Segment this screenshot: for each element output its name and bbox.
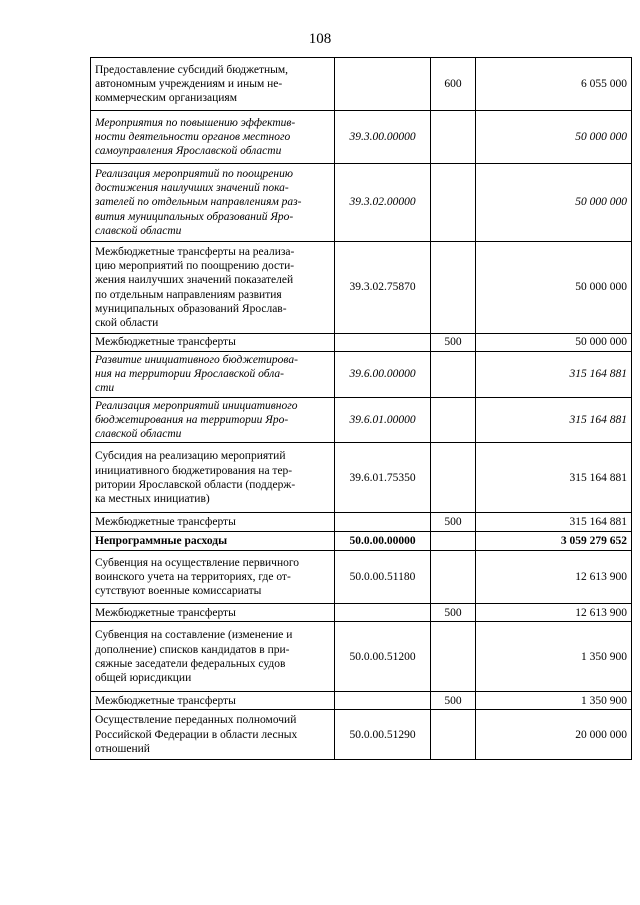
item-name-line: воинского учета на территориях, где от- <box>95 571 291 584</box>
item-name-cell <box>91 443 335 513</box>
expense-type-cell <box>431 532 476 551</box>
expense-type-cell: 500 <box>431 334 476 352</box>
target-code-cell: 39.6.00.00000 <box>335 352 431 398</box>
table-row <box>91 443 632 513</box>
expense-type-cell <box>431 242 476 334</box>
budget-table <box>90 57 632 760</box>
item-name-line: Межбюджетные трансферты на реализа- <box>95 245 295 258</box>
target-code-cell <box>335 58 431 111</box>
table-row <box>91 604 632 622</box>
amount-cell: 6 055 000 <box>476 58 632 111</box>
item-name-line: Российской Федерации в области лесных <box>95 728 298 741</box>
target-code-cell: 39.6.01.00000 <box>335 397 431 443</box>
expense-type-cell <box>431 710 476 760</box>
item-name-line: вития муниципальных образований Яро- <box>95 210 294 223</box>
amount-cell: 1 350 900 <box>476 622 632 692</box>
item-name-line: Непрограммные расходы <box>95 535 228 548</box>
expense-type-cell <box>431 164 476 242</box>
item-name-line: ности деятельности органов местного <box>95 130 291 143</box>
table-row <box>91 164 632 242</box>
table-row <box>91 710 632 760</box>
amount-cell: 1 350 900 <box>476 692 632 710</box>
item-name-line: жения наилучших значений показателей <box>95 274 294 287</box>
item-name-cell <box>91 111 335 164</box>
expense-type-cell: 500 <box>431 692 476 710</box>
table-row <box>91 58 632 111</box>
item-name-cell <box>91 622 335 692</box>
item-name-cell <box>91 58 335 111</box>
amount-cell: 50 000 000 <box>476 164 632 242</box>
item-name-cell <box>91 532 335 551</box>
item-name-line: Предоставление субсидий бюджетным, <box>95 63 289 76</box>
item-name-line: Развитие инициативного бюджетирова- <box>95 354 298 366</box>
item-name-line: ской области <box>95 316 159 329</box>
amount-cell: 315 164 881 <box>476 397 632 443</box>
amount-cell: 20 000 000 <box>476 710 632 760</box>
target-code-cell: 39.3.00.00000 <box>335 111 431 164</box>
item-name-line: Субсидия на реализацию мероприятий <box>95 450 286 463</box>
item-name-line: муниципальных образований Ярослав- <box>95 302 287 315</box>
expense-type-cell <box>431 622 476 692</box>
item-name-cell <box>91 692 335 710</box>
item-name-cell <box>91 604 335 622</box>
item-name-line: Осуществление переданных полномочий <box>95 714 297 727</box>
budget-table-body <box>91 58 632 760</box>
page-number: 108 <box>308 31 332 47</box>
item-name-cell <box>91 352 335 398</box>
target-code-cell: 50.0.00.00000 <box>335 532 431 551</box>
table-row <box>91 622 632 692</box>
amount-cell: 50 000 000 <box>476 334 632 352</box>
item-name-line: зателей по отдельным направлениям раз- <box>95 196 302 209</box>
target-code-cell <box>335 692 431 710</box>
target-code-cell: 39.3.02.00000 <box>335 164 431 242</box>
item-name-line: Межбюджетные трансферты <box>95 606 236 619</box>
item-name-line: достижения наилучших значений пока- <box>95 182 289 195</box>
amount-cell: 50 000 000 <box>476 242 632 334</box>
table-row <box>91 692 632 710</box>
item-name-line: самоуправления Ярославской области <box>95 145 282 158</box>
item-name-line: ния на территории Ярославской обла- <box>95 368 285 381</box>
item-name-line: отношений <box>95 742 150 755</box>
item-name-line: бюджетирования на территории Яро- <box>95 413 289 426</box>
target-code-cell: 39.6.01.75350 <box>335 443 431 513</box>
item-name-cell <box>91 334 335 352</box>
amount-cell: 315 164 881 <box>476 352 632 398</box>
item-name-line: сяжные заседатели федеральных судов <box>95 657 286 670</box>
amount-cell: 315 164 881 <box>476 513 632 532</box>
amount-cell: 12 613 900 <box>476 604 632 622</box>
table-row <box>91 551 632 604</box>
expense-type-cell: 600 <box>431 58 476 111</box>
target-code-cell <box>335 513 431 532</box>
expense-type-cell: 500 <box>431 513 476 532</box>
item-name-line: сти <box>95 382 115 395</box>
amount-cell: 12 613 900 <box>476 551 632 604</box>
expense-type-cell <box>431 397 476 443</box>
table-row <box>91 532 632 551</box>
table-row <box>91 513 632 532</box>
expense-type-cell <box>431 551 476 604</box>
item-name-line: сутствуют военные комиссариаты <box>95 585 262 598</box>
item-name-line: ритории Ярославской области (поддерж- <box>95 478 296 491</box>
table-row <box>91 352 632 398</box>
amount-cell: 50 000 000 <box>476 111 632 164</box>
item-name-line: Межбюджетные трансферты <box>95 336 236 349</box>
expense-type-cell: 500 <box>431 604 476 622</box>
item-name-line: дополнение) списков кандидатов в при- <box>95 643 290 656</box>
item-name-line: Субвенция на осуществление первичного <box>95 556 300 569</box>
target-code-cell: 39.3.02.75870 <box>335 242 431 334</box>
item-name-line: цию мероприятий по поощрению дости- <box>95 260 295 273</box>
item-name-cell <box>91 513 335 532</box>
table-row <box>91 111 632 164</box>
item-name-line: Межбюджетные трансферты <box>95 694 236 707</box>
table-row <box>91 397 632 443</box>
item-name-cell <box>91 551 335 604</box>
item-name-line: ка местных инициатив) <box>95 492 210 505</box>
item-name-cell <box>91 164 335 242</box>
target-code-cell: 50.0.00.51200 <box>335 622 431 692</box>
item-name-line: Реализация мероприятий по поощрению <box>95 167 293 180</box>
amount-cell: 315 164 881 <box>476 443 632 513</box>
item-name-cell <box>91 242 335 334</box>
expense-type-cell <box>431 111 476 164</box>
item-name-line: инициативного бюджетирования на тер- <box>95 464 293 477</box>
item-name-line: коммерческим организациям <box>95 92 237 105</box>
item-name-line: Субвенция на составление (изменение и <box>95 629 293 642</box>
item-name-line: автономным учреждениям и иным не- <box>95 77 283 90</box>
table-row <box>91 334 632 352</box>
item-name-line: славской области <box>95 224 182 237</box>
item-name-line: общей юрисдикции <box>95 671 192 684</box>
item-name-line: Реализация мероприятий инициативного <box>95 399 298 412</box>
target-code-cell <box>335 334 431 352</box>
item-name-cell <box>91 710 335 760</box>
item-name-line: Межбюджетные трансферты <box>95 516 236 529</box>
amount-cell: 3 059 279 652 <box>476 532 632 551</box>
expense-type-cell <box>431 352 476 398</box>
table-row <box>91 242 632 334</box>
expense-type-cell <box>431 443 476 513</box>
item-name-line: Мероприятия по повышению эффектив- <box>95 116 296 129</box>
item-name-line: славской области <box>95 428 182 441</box>
item-name-line: по отдельным направлениям развития <box>95 288 282 301</box>
target-code-cell <box>335 604 431 622</box>
target-code-cell: 50.0.00.51290 <box>335 710 431 760</box>
target-code-cell: 50.0.00.51180 <box>335 551 431 604</box>
item-name-cell <box>91 397 335 443</box>
